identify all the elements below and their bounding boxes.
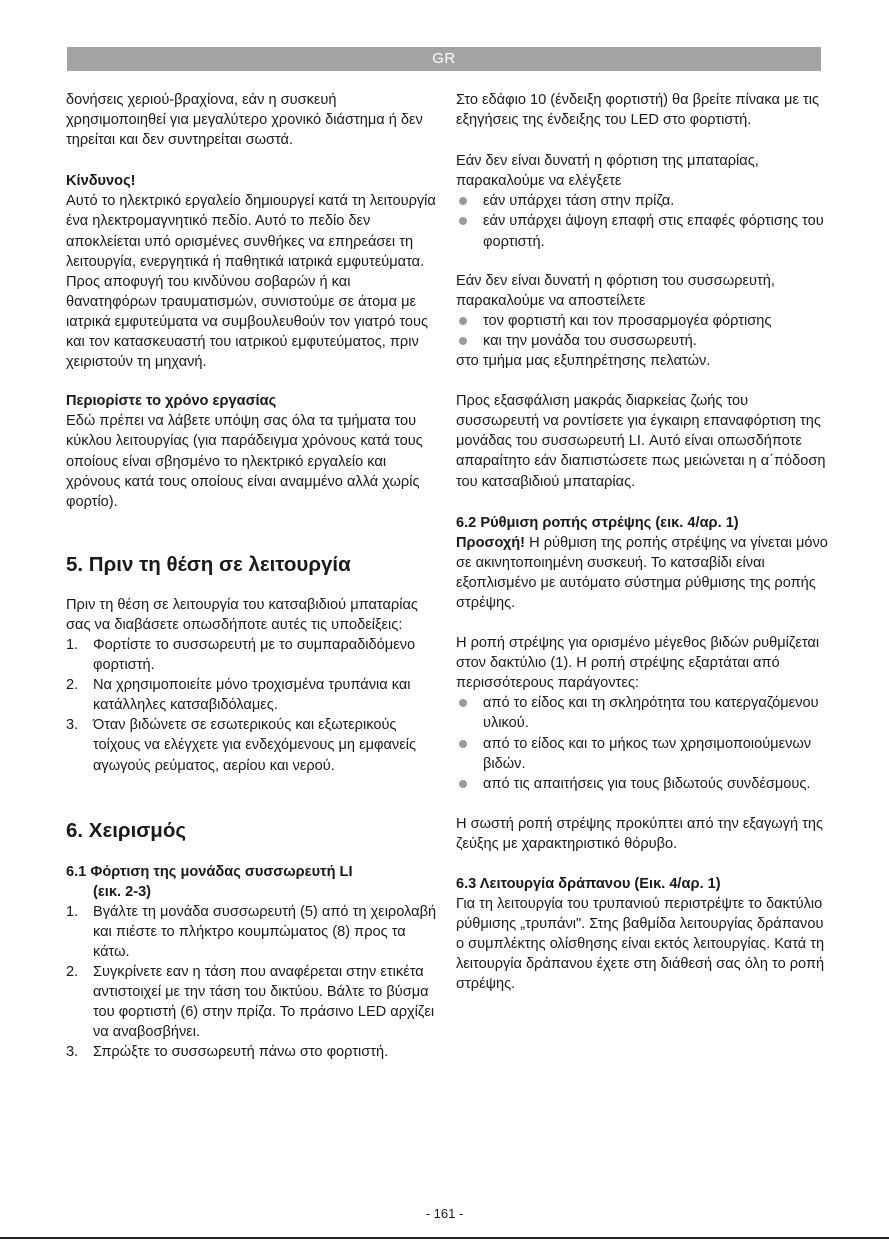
bullet-text: από τις απαιτήσεις για τους βιδωτούς συνδέσμους.	[483, 775, 811, 792]
bullet-icon	[459, 317, 467, 325]
list-number: 3.	[66, 1044, 79, 1061]
attention-label: Προσοχή!	[456, 534, 526, 551]
list-item	[66, 962, 438, 1042]
list-text: Φορτίστε το συσσωρευτή με το συμπαραδιδόμενο φορτιστή.	[93, 636, 416, 674]
bullet-icon	[459, 197, 467, 205]
danger-paragraph: Αυτό το ηλεκτρικό εργαλείο δημιουργεί κατά τη λειτουργία ένα ηλεκτρομαγνητικό πεδίο. Αυτό το πεδίο δεν αποκλείεται υπό ορισμένες συνθήκες να επηρεάσει τη λειτουργία, ενεργητικά ή παθητικά ιατρικά εμφυτεύματα. Προς αποφυγή του κινδύνου σοβαρών ή και θανατηφόρων τραυματισμών, συνιστούμε σε άτομα με ιατρικά εμφυτεύματα να συμβουλευθούν τον γιατρό τους και τον κατασκευαστή του ιατρικού εμφυτεύματος, πριν χειριστούν τη μηχανή.	[66, 193, 436, 371]
section-6-1-heading: 6.1 Φόρτιση της μονάδας συσσωρευτή LI	[66, 863, 353, 880]
language-header-bar	[67, 47, 821, 71]
section-5-intro: Πριν τη θέση σε λειτουργία του κατσαβιδιού μπαταρίας σας να διαβάσετε οπωσδήποτε αυτές τις υποδείξεις:	[66, 596, 418, 633]
bullet-icon	[459, 780, 467, 788]
list-item	[66, 902, 438, 962]
list-text: Να χρησιμοποιείτε μόνο τροχισμένα τρυπάνια και κατάλληλες κατσαβιδόλαμες.	[93, 677, 411, 714]
list-number: 3.	[66, 717, 79, 734]
limit-time-heading: Περιορίστε το χρόνο εργασίας	[66, 393, 277, 410]
right-column	[456, 90, 831, 995]
list-item	[66, 1042, 438, 1062]
bullet-icon	[459, 699, 467, 707]
language-code: GR	[432, 50, 456, 67]
section-5-heading: 5. Πριν τη θέση σε λειτουργία	[66, 552, 351, 576]
bullet-text: από το είδος και τη σκληρότητα του κατεργαζόμενου υλικού.	[483, 695, 819, 732]
bullet-item	[456, 693, 831, 733]
section-6-1-heading-ref: (εικ. 2-3)	[93, 883, 152, 900]
bullet-icon	[459, 217, 467, 225]
left-column	[66, 90, 438, 1063]
list-number: 2.	[66, 677, 79, 694]
bullet-item	[456, 191, 831, 211]
section-6-2-paragraph	[456, 533, 831, 613]
bullet-item	[456, 211, 831, 251]
danger-heading: Κίνδυνος!	[66, 173, 136, 190]
bullet-item	[456, 331, 831, 351]
list-text: Βγάλτε τη μονάδα συσσωρευτή (5) από τη χειρολαβή και πιέστε το πλήκτρο κουμπώματος (8) προς τα κάτω.	[93, 903, 437, 960]
bullet-text: τον φορτιστή και τον προσαρμογέα φόρτισης	[483, 312, 772, 329]
list-number: 2.	[66, 964, 79, 981]
list-text: Σπρώξτε το συσσωρευτή πάνω στο φορτιστή.	[93, 1044, 389, 1061]
bullet-icon	[459, 740, 467, 748]
section-6-heading: 6. Χειρισμός	[66, 818, 187, 842]
list-item	[66, 715, 438, 775]
bullet-item	[456, 311, 831, 331]
bullet-text: εάν υπάρχει τάση στην πρίζα.	[483, 193, 675, 210]
list-text: Όταν βιδώνετε σε εσωτερικούς και εξωτερικούς τοίχους να ελέγχετε για ενδεχόμενους μη εμφανείς αγωγούς ρεύματος, αερίου και νερού.	[93, 717, 416, 774]
section-6-3-heading: 6.3 Λειτουργία δράπανου (Εικ. 4/αρ. 1)	[456, 876, 721, 892]
charger-table-paragraph: Στο εδάφιο 10 (ένδειξη φορτιστή) θα βρείτε πίνακα με τις εξηγήσεις της ένδειξης του LED στο φορτιστή.	[456, 92, 820, 129]
bullet-item	[456, 734, 831, 774]
bullet-item	[456, 774, 831, 794]
bullet-text: εάν υπάρχει άψογη επαφή στις επαφές φόρτισης του φορτιστή.	[483, 213, 824, 250]
bullet-icon	[459, 337, 467, 345]
torque-factors-paragraph: Η ροπή στρέψης για ορισμένο μέγεθος βιδών ρυθμίζεται στον δακτύλιο (1). Η ροπή στρέψης εξαρτάται από περισσότερους παράγοντες:	[456, 635, 820, 692]
page-number: - 161 -	[425, 1206, 464, 1221]
service-dept-line: στο τμήμα μας εξυπηρέτησης πελατών.	[456, 353, 711, 370]
section-6-2-heading: 6.2 Ρύθμιση ροπής στρέψης (εικ. 4/αρ. 1)	[456, 514, 739, 531]
send-service-paragraph: Εάν δεν είναι δυνατή η φόρτιση του συσσωρευτή, παρακαλούμε να αποστείλετε	[456, 272, 775, 309]
section-6-3-paragraph: Για τη λειτουργία του τρυπανιού περιστρέψτε το δακτύλιο ρύθμισης „τρυπάνι". Στης βαθμίδα λειτουργίας δράπανου ο συμπλέκτης ολίσθησης είναι εκτός λειτουργίας. Κατά τη λειτουργία δράπανου έχετε στη διάθεσή σας όλη το ροπή στρέψης.	[456, 896, 825, 993]
intro-paragraph: δονήσεις χεριού-βραχίονα, εάν η συσκευή χρησιμοποιηθεί για μεγαλύτερο χρονικό διάστημα ή δεν τηρείται και δεν συντηρείται σωστά.	[66, 92, 423, 149]
bullet-text: και την μονάδα του συσσωρευτή.	[483, 332, 697, 349]
section-6-2-text: Η ρύθμιση της ροπής στρέψης να γίνεται μόνο σε ακινητοποιημένη συσκευή. Το κατσαβίδι είναι εξοπλισμένο με αυτόματο σύστημα ρύθμισης της ροπής στρέψης.	[456, 534, 828, 611]
list-number: 1.	[66, 903, 79, 920]
charge-check-paragraph: Εάν δεν είναι δυνατή η φόρτιση της μπαταρίας, παρακαλούμε να ελέγξετε	[456, 153, 759, 190]
correct-torque-paragraph: Η σωστή ροπή στρέψης προκύπτει από την εξαγωγή της ζεύξης με χαρακτηριστικό θόρυβο.	[456, 815, 824, 852]
bottom-rule	[0, 1237, 889, 1239]
list-item	[66, 675, 438, 715]
limit-time-paragraph: Εδώ πρέπει να λάβετε υπόψη σας όλα τα τμήματα του κύκλου λειτουργίας (για παράδειγμα χρόνους κατά τους οποίους είναι σβησμένο το ηλεκτρικό εργαλείο και χρόνους κατά τους οποίους είναι αναμμένο αλλά χωρίς φορτίο).	[66, 413, 423, 510]
battery-life-paragraph: Προς εξασφάλιση μακράς διαρκείας ζωής του συσσωρευτή να ροντίσετε για έγκαιρη επαναφόρτιση της μονάδας του συσσωρευτή LI. Αυτό είναι οπωσδήποτε απαραίτητο εάν διαπιστώσετε πως μειώνεται η α΄πόδοση του κατσαβιδιού μπαταρίας.	[456, 393, 826, 490]
list-item	[66, 635, 438, 675]
list-number: 1.	[66, 636, 79, 653]
list-text: Συγκρίνετε εαν η τάση που αναφέρεται στην ετικέτα αντιστοιχεί με την τάση του δικτύου. Βάλτε το βύσμα του φορτιστή (6) στην πρίζα. Το πράσινο LED αρχίζει να αναβοσβήνει.	[93, 964, 435, 1041]
bullet-text: από το είδος και το μήκος των χρησιμοποιούμενων βιδών.	[483, 735, 812, 772]
